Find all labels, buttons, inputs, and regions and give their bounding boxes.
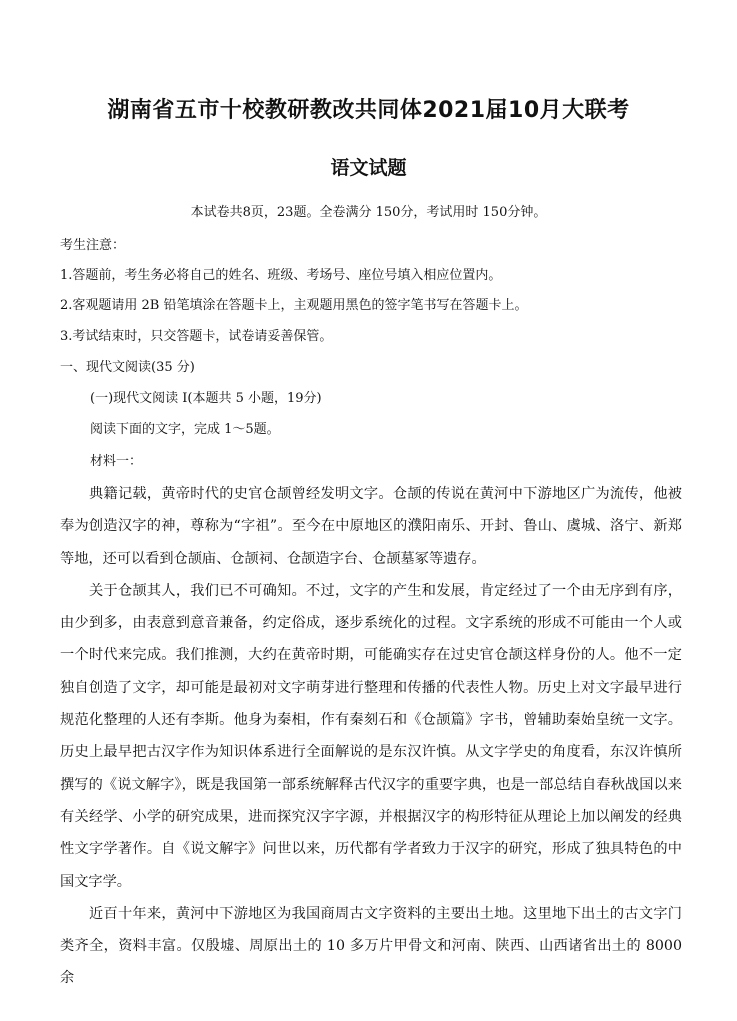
notice-item: 2.客观题请用 2B 铅笔填涂在答题卡上，主观题用黑色的签字笔书写在答题卡上。 — [60, 298, 528, 313]
material-label: 材料一： — [90, 454, 143, 469]
paragraph: 关于仓颉其人，我们已不可确知。不过，文字的产生和发展，肯定经过了一个由无序到有序，由少到多，由表意到意音兼备，约定俗成，逐步系统化的过程。文字系统的形成不可能由一个人或一个时代来完成。我们推测，大约在黄帝时期，可能确实存在过史官仓颉这样身份的人。他不一定独自创造了文字，却可能是最初对文字萌芽进行整理和传播的代表性人物。历史上对文字最早进行规范化整理的人还有李斯。他身为秦相，作有秦刻石和《仓颉篇》字书，曾辅助秦始皇统一文字。历史上最早把古汉字作为知识体系进行全面解说的是东汉许慎。从文字学史的角度看，东汉许慎所撰写的《说文解字》，既是我国第一部系统解释古代汉字的重要字典，也是一部总结自春秋战国以来有关经学、小学的研究成果，进而探究汉字字源，并根据汉字的构形特征从理论上加以阐发的经典性文字学著作。自《说文解字》问世以来，历代都有学者致力于汉字的研究，形成了独具特色的中国文字学。 — [60, 582, 682, 890]
exam-title: 湖南省五市十校教研教改共同体2021届10月大联考 — [107, 98, 630, 123]
reading-instruction: 阅读下面的文字，完成 1～5题。 — [90, 422, 280, 437]
section-heading: 一、现代文阅读(35 分) — [60, 360, 195, 375]
notice-heading: 考生注意： — [60, 238, 126, 253]
material-body — [60, 478, 682, 995]
exam-subtitle: 语文试题 — [330, 157, 407, 179]
exam-intro: 本试卷共8页，23题。全卷满分 150分，考试用时 150分钟。 — [190, 205, 547, 220]
paragraph: 典籍记载，黄帝时代的史官仓颉曾经发明文字。仓颉的传说在黄河中下游地区广为流传，他被奉为创造汉字的神，尊称为“字祖”。至今在中原地区的濮阳南乐、开封、鲁山、虞城、洛宁、新郑等地，还可以看到仓颉庙、仓颉祠、仓颉造字台、仓颉墓冢等遗存。 — [60, 486, 682, 567]
notice-item: 1.答题前，考生务必将自己的姓名、班级、考场号、座位号填入相应位置内。 — [60, 268, 502, 283]
subsection-heading: (一)现代文阅读 I(本题共 5 小题，19分) — [90, 391, 322, 406]
notice-item: 3.考试结束时，只交答题卡，试卷请妥善保管。 — [60, 329, 333, 344]
paragraph: 近百十年来，黄河中下游地区为我国商周古文字资料的主要出土地。这里地下出土的古文字门类齐全，资料丰富。仅殷墟、周原出土的 10 多万片甲骨文和河南、陕西、山西诸省出土的 8000 余 — [60, 905, 682, 987]
